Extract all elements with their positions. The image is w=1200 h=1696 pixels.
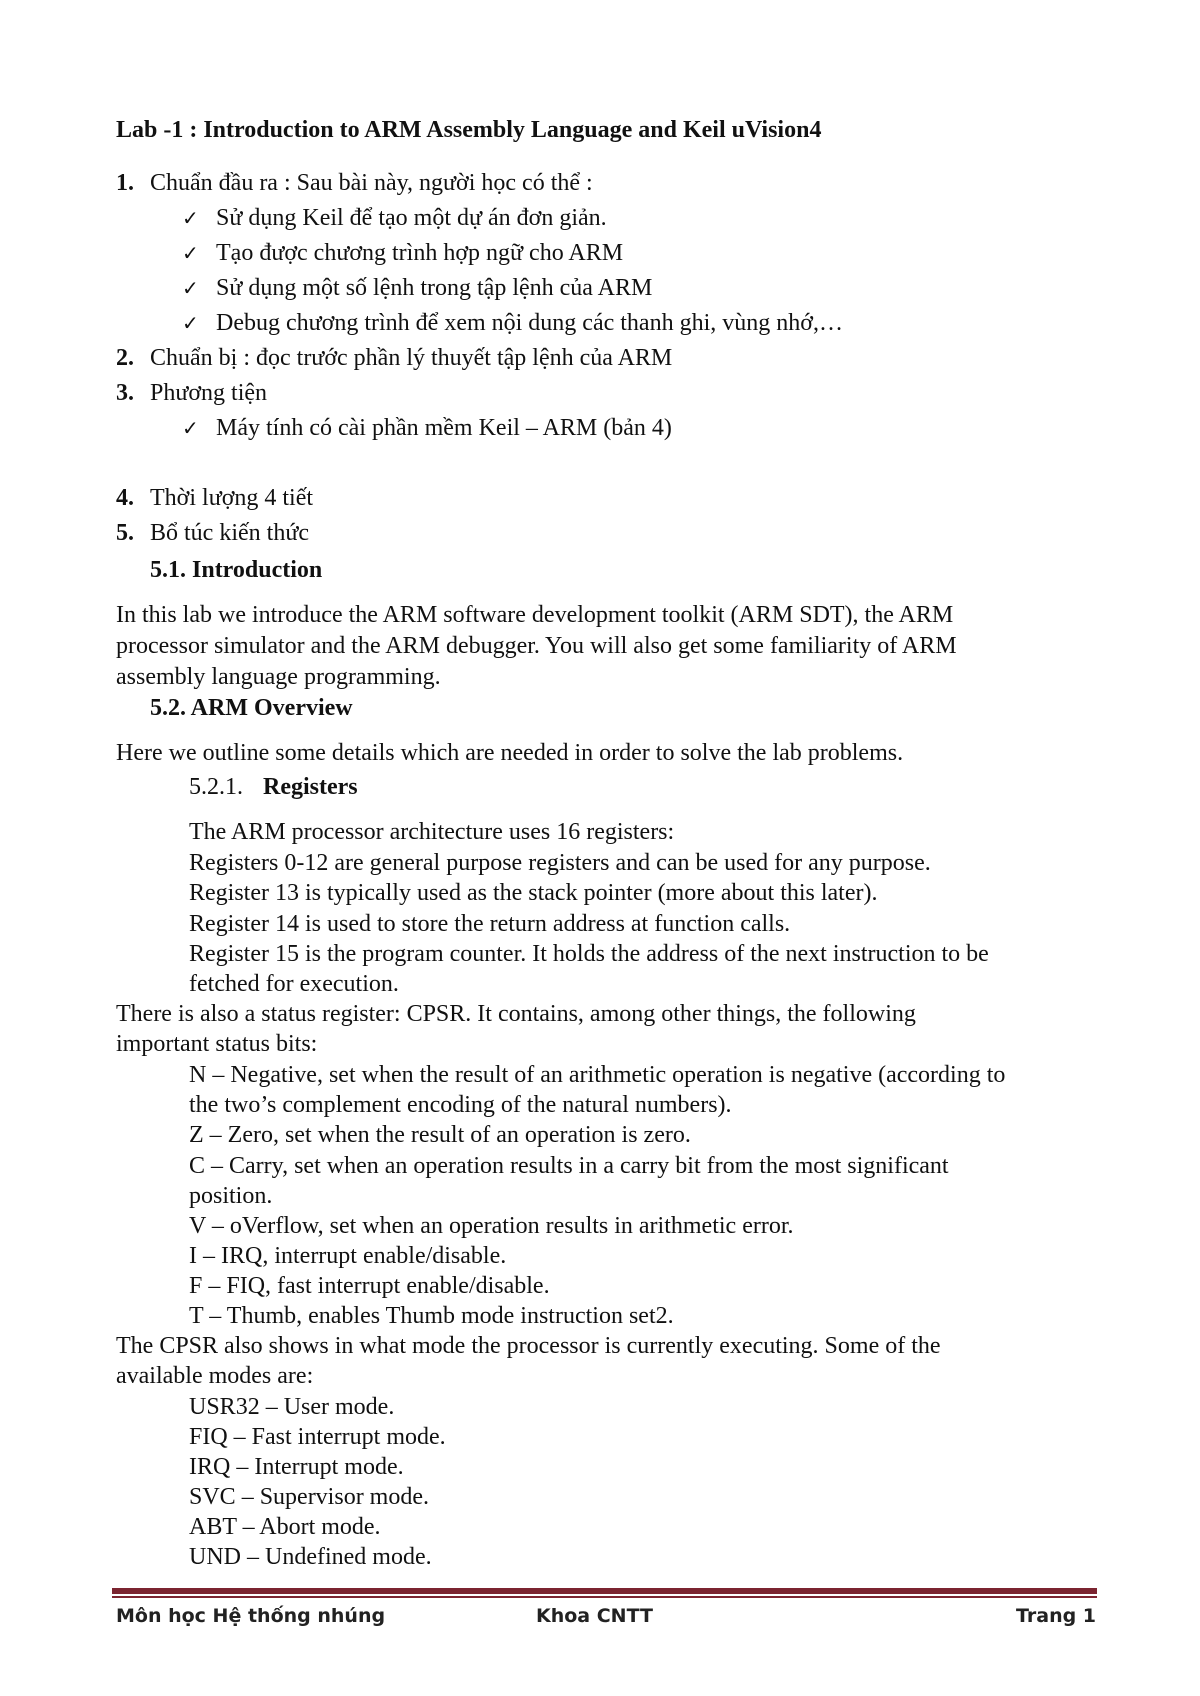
list-item: ABT – Abort mode. (189, 1514, 381, 1540)
paragraph-line: V – oVerflow, set when an operation results in arithmetic error. (189, 1213, 794, 1239)
list-item: ✓ Debug chương trình để xem nội dung các thanh ghi, vùng nhớ,… (182, 310, 843, 336)
subsection-5-2-1: 5.2.1. Registers (189, 774, 358, 800)
paragraph-line: There is also a status register: CPSR. It contains, among other things, the following (116, 1001, 916, 1027)
section-5: 5. Bổ túc kiến thức (116, 520, 309, 546)
section-text: Chuẩn đầu ra : Sau bài này, người học có thể : (150, 170, 593, 196)
list-item: USR32 – User mode. (189, 1394, 395, 1420)
section-4: 4. Thời lượng 4 tiết (116, 485, 314, 511)
paragraph-line: F – FIQ, fast interrupt enable/disable. (189, 1273, 550, 1299)
checkmark-icon: ✓ (182, 416, 199, 440)
footer-department: Khoa CNTT (536, 1605, 653, 1627)
paragraph-line: Register 15 is the program counter. It holds the address of the next instruction to be (189, 941, 989, 967)
paragraph-line: Register 13 is typically used as the stack pointer (more about this later). (189, 880, 878, 906)
subsection-5-2: 5.2. ARM Overview (150, 695, 353, 721)
list-item: SVC – Supervisor mode. (189, 1484, 429, 1510)
page-title: Lab -1 : Introduction to ARM Assembly Language and Keil uVision4 (116, 117, 822, 143)
paragraph-line: position. (189, 1183, 273, 1209)
section-number: 1. (116, 170, 134, 196)
checkmark-icon: ✓ (182, 241, 199, 265)
paragraph-line: Here we outline some details which are needed in order to solve the lab problems. (116, 740, 904, 766)
paragraph-line: T – Thumb, enables Thumb mode instruction set2. (189, 1303, 674, 1329)
paragraph-line: I – IRQ, interrupt enable/disable. (189, 1243, 507, 1269)
paragraph-line: the two’s complement encoding of the natural numbers). (189, 1092, 732, 1118)
footer-course: Môn học Hệ thống nhúng (116, 1605, 386, 1627)
section-2: 2. Chuẩn bị : đọc trước phần lý thuyết tập lệnh của ARM (116, 345, 673, 371)
list-item: IRQ – Interrupt mode. (189, 1454, 404, 1480)
list-item: ✓ Tạo được chương trình hợp ngữ cho ARM (182, 240, 624, 266)
list-item: ✓ Máy tính có cài phần mềm Keil – ARM (bản 4) (182, 415, 672, 441)
subsection-5-1: 5.1. Introduction (150, 557, 323, 583)
section-3: 3. Phương tiện (116, 380, 268, 406)
paragraph-line: processor simulator and the ARM debugger. You will also get some familiarity of ARM (116, 633, 957, 659)
footer-rule-thin (112, 1596, 1097, 1598)
paragraph-line: Registers 0-12 are general purpose registers and can be used for any purpose. (189, 850, 931, 876)
paragraph-line: Register 14 is used to store the return address at function calls. (189, 911, 791, 937)
paragraph-line: In this lab we introduce the ARM software development toolkit (ARM SDT), the ARM (116, 602, 954, 628)
list-item: UND – Undefined mode. (189, 1544, 432, 1570)
paragraph-line: The ARM processor architecture uses 16 registers: (189, 819, 675, 845)
paragraph-line: The CPSR also shows in what mode the processor is currently executing. Some of the (116, 1333, 941, 1359)
list-item: FIQ – Fast interrupt mode. (189, 1424, 446, 1450)
checkmark-icon: ✓ (182, 276, 199, 300)
footer-rule-thick (112, 1588, 1097, 1594)
paragraph-line: C – Carry, set when an operation results in a carry bit from the most significant (189, 1153, 949, 1179)
list-item: ✓ Sử dụng một số lệnh trong tập lệnh của ARM (182, 275, 653, 301)
section-1 (116, 168, 593, 198)
list-item: ✓ Sử dụng Keil để tạo một dự án đơn giản. (182, 205, 607, 231)
checkmark-icon: ✓ (182, 311, 199, 335)
checkmark-icon: ✓ (182, 206, 199, 230)
paragraph-line: assembly language programming. (116, 664, 441, 690)
paragraph-line: fetched for execution. (189, 971, 399, 997)
paragraph-line: available modes are: (116, 1363, 314, 1389)
paragraph-line: Z – Zero, set when the result of an operation is zero. (189, 1122, 691, 1148)
paragraph-line: N – Negative, set when the result of an arithmetic operation is negative (according to (189, 1062, 1006, 1088)
paragraph-line: important status bits: (116, 1031, 318, 1057)
footer-page-number: Trang 1 (1016, 1605, 1097, 1627)
